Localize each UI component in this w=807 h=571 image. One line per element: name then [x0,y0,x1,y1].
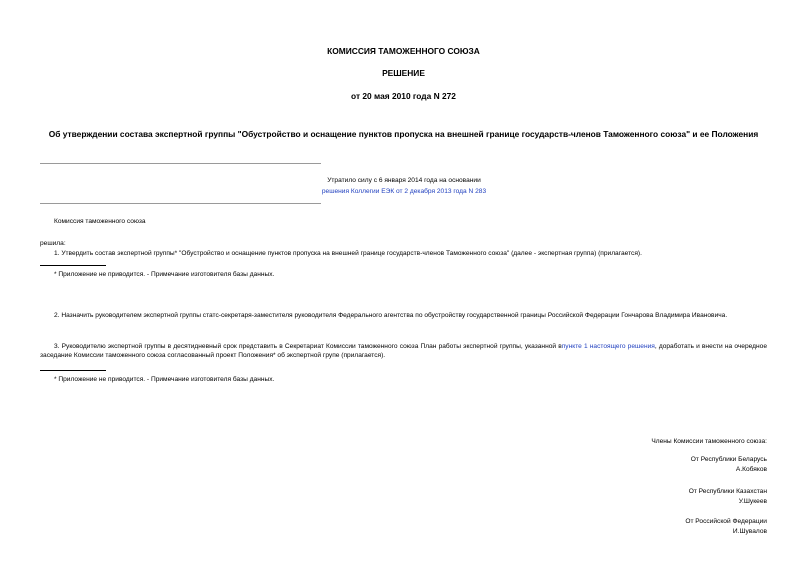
signatures-heading: Члены Комиссии таможенного союза: [651,438,767,445]
item-3-part-2: , доработать и внести на очередное заседание Комиссии таможенного союза согласованный проект Положения* об экспертной групе (прилагается). [40,343,767,359]
org-heading: КОМИССИЯ ТАМОЖЕННОГО СОЮЗА [327,46,480,56]
footnote-rule-1 [40,265,106,266]
signature-block-belarus [567,455,767,475]
signature-country: От Российской Федерации [685,518,767,525]
signature-country: От Республики Беларусь [690,456,767,463]
item-3-part-1: 3. Руководителю экспертной группы в десятидневный срок представить в Секретариат Комиссии таможенного союза План работы экспертной группы, указанной в [54,343,562,350]
item-2-text: 2. Назначить руководителем экспертной группы статс-секретаря-заместителя руководителя Федерального агентства по обустройству государственной границы Российской Федерации Гончарова Владимира Ивановича. [54,312,728,319]
signature-name: И.Шувалов [732,528,767,535]
item-3-text [40,342,767,360]
signature-name: У.Шукеев [738,498,767,505]
footnote-rule-2 [40,370,106,371]
document-title: Об утверждении состава экспертной группы "Обустройство и оснащение пунктов пропуска на внешней границе государств-членов Таможенного союза" и ее Положения [48,129,759,139]
status-link[interactable]: решения Коллегии ЕЭК от 2 декабря 2013 года N 283 [321,188,487,195]
divider-top [40,163,321,164]
footnote-1: * Приложение не приводится. - Примечание изготовителя базы данных. [54,271,275,278]
divider-bottom [40,203,321,204]
footnote-2: * Приложение не приводится. - Примечание изготовителя базы данных. [54,376,275,383]
decided-text: решила: [40,240,66,247]
item-3-link[interactable]: пункте 1 настоящего решения [561,343,655,350]
doc-type-heading: РЕШЕНИЕ [382,68,425,78]
item-1-text: 1. Утвердить состав экспертной группы* "Обустройство и оснащение пунктов пропуска на внешней границе государств-членов Таможенного союза" (далее - экспертная группа) (прилагается). [54,250,642,257]
signature-name: А.Кобяков [735,466,767,473]
signature-block-russia [567,517,767,537]
signature-block-kazakhstan [567,487,767,507]
date-number-heading: от 20 мая 2010 года N 272 [351,91,456,101]
issuer-text: Комиссия таможенного союза [54,218,146,225]
signature-country: От Республики Казахстан [688,488,767,495]
status-text: Утратило силу с 6 января 2014 года на основании [327,177,481,184]
